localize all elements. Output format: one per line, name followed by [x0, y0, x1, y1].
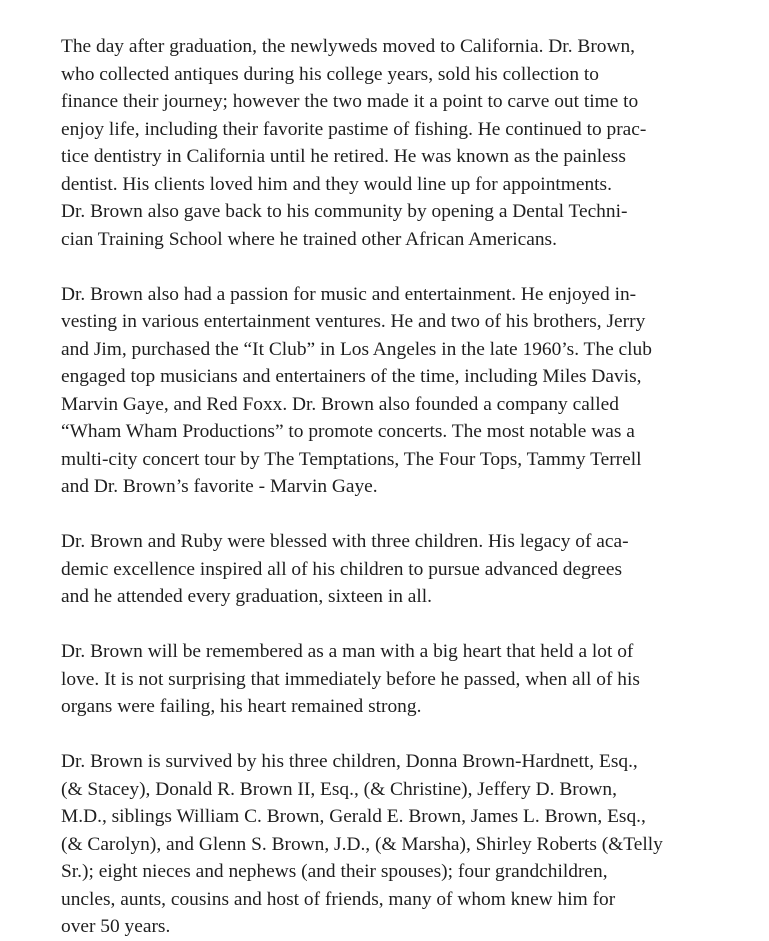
- text-line: engaged top musicians and entertainers of the time, including Miles Davis,: [61, 366, 642, 387]
- text-line: organs were failing, his heart remained strong.: [61, 696, 422, 717]
- text-line: demic excellence inspired all of his children to pursue advanced degrees: [61, 558, 623, 580]
- paragraph-spacer: [61, 501, 736, 529]
- text-line: M.D., siblings William C. Brown, Gerald E. Brown, James L. Brown, Esq.,: [61, 806, 646, 827]
- text-line: (& Stacey), Donald R. Brown II, Esq., (& Christine), Jeffery D. Brown,: [61, 778, 617, 800]
- text-line: Sr.); eight nieces and nephews (and their spouses); four grandchildren,: [61, 861, 608, 882]
- paragraph-survived-by: [61, 748, 736, 941]
- text-line: dentist. His clients loved him and they would line up for appointments.: [61, 173, 612, 195]
- text-line: Dr. Brown and Ruby were blessed with three children. His legacy of aca-: [61, 531, 629, 552]
- text-line: cian Training School where he trained other African Americans.: [61, 228, 557, 250]
- text-line: enjoy life, including their favorite pastime of fishing. He continued to prac-: [61, 118, 647, 140]
- text-line: Dr. Brown is survived by his three children, Donna Brown-Hardnett, Esq.,: [61, 751, 638, 772]
- text-line: The day after graduation, the newlyweds moved to California. Dr. Brown,: [61, 36, 636, 57]
- text-line: finance their journey; however the two made it a point to carve out time to: [61, 91, 639, 112]
- text-line: “Wham Wham Productions” to promote concerts. The most notable was a: [61, 421, 635, 442]
- text-line: uncles, aunts, cousins and host of friends, many of whom knew him for: [61, 888, 616, 910]
- text-line: who collected antiques during his college years, sold his collection to: [61, 63, 599, 85]
- text-line: multi-city concert tour by The Temptations, The Four Tops, Tammy Terrell: [61, 448, 642, 470]
- text-line: love. It is not surprising that immediately before he passed, when all of his: [61, 668, 640, 690]
- paragraph-spacer: [61, 721, 736, 749]
- text-line: Dr. Brown also had a passion for music and entertainment. He enjoyed in-: [61, 283, 637, 305]
- text-line: vesting in various entertainment ventures. He and two of his brothers, Jerry: [61, 311, 646, 332]
- paragraph-move-to-california: [61, 33, 736, 253]
- text-line: and he attended every graduation, sixteen in all.: [61, 586, 432, 607]
- text-line: Dr. Brown also gave back to his community by opening a Dental Techni-: [61, 201, 628, 222]
- paragraph-spacer: [61, 611, 736, 639]
- text-line: (& Carolyn), and Glenn S. Brown, J.D., (& Marsha), Shirley Roberts (&Telly: [61, 833, 663, 855]
- text-line: Dr. Brown will be remembered as a man with a big heart that held a lot of: [61, 641, 634, 662]
- paragraph-children-legacy: [61, 528, 736, 611]
- text-line: Marvin Gaye, and Red Foxx. Dr. Brown also founded a company called: [61, 393, 619, 415]
- paragraph-remembered: [61, 638, 736, 721]
- paragraph-spacer: [61, 253, 736, 281]
- paragraph-music-entertainment: [61, 281, 736, 501]
- text-line: and Dr. Brown’s favorite - Marvin Gaye.: [61, 476, 378, 497]
- text-line: over 50 years.: [61, 916, 171, 937]
- document-page: [61, 33, 736, 941]
- text-line: and Jim, purchased the “It Club” in Los Angeles in the late 1960’s. The club: [61, 338, 652, 360]
- text-line: tice dentistry in California until he retired. He was known as the painless: [61, 146, 626, 167]
